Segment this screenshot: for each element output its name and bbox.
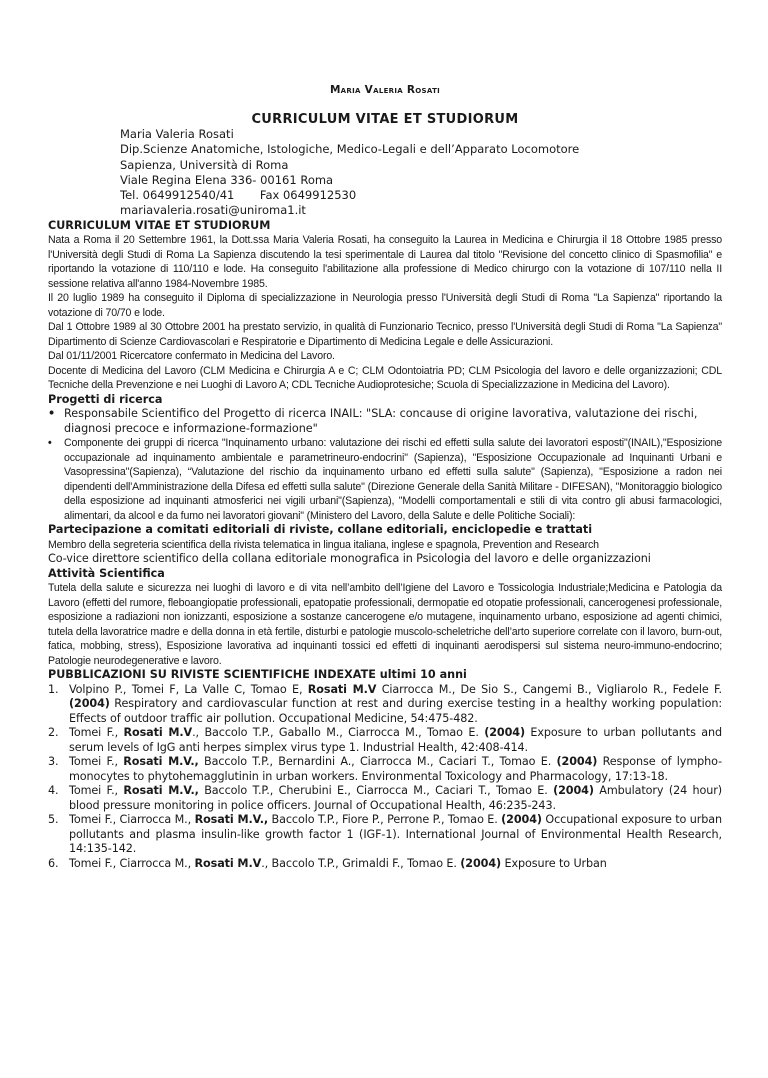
- publication-author-highlight: Rosati M.V: [194, 856, 262, 870]
- contact-name: Maria Valeria Rosati: [120, 127, 234, 141]
- document-title: CURRICULUM VITAE ET STUDIORUM: [251, 112, 519, 127]
- publication-author-highlight: Rosati M.V: [307, 682, 377, 696]
- publication-number: 4.: [48, 784, 59, 798]
- activity-paragraph: Tutela della salute e sicurezza nei luoghi di lavoro e di vita nell’ambito dell’Igiene del Lavoro e Tossicologia Industriale;Medicina e Patologia da Lavoro (effetti del rumore, fleboangiopatie professionali, epatopatie professionali, dermopatie ed otopatie professionali, cancerogenesi professionale, esposizione a radiazioni non ionizzanti, esposizione a sostanze cancerogene e/o mutagene, inquinamento urbano, esposizione ad agenti chimici, tutela della lavoratrice madre e della donna in età fertile, disturbi e patologie muscolo-scheletriche dell’arto superiore correlate con il lavoro, burn-out, fatica, mobbing, stress), Esposizione lavorativa ad inquinanti tossici ed effetti di inquinanti aerodispersi sul sistema neuro-immuno-endocrino; Patologie neurodegenerative e lavoro.: [48, 582, 722, 667]
- research-item-text: Componente dei gruppi di ricerca "Inquinamento urbano: valutazione dei rischi ed effetti sulla salute dei lavoratori esposti"(INAIL),"Esposizione occupazionale ad inquinamento ambientale e parametrineuro-endocrini" (Sapienza), "Esposizione Occupazionale ad Inquinanti Urbani e Vasopressina"(Sapienza), “Valutazione del rischio da inquinamento urbano ed effetti sulla salute" (Sapienza), "Esposizione a radon nei dipendenti dell'Amministrazione della Difesa ed effetti sulla salute" (Direzione Generale della Sanità Militare - DIFESAN), "Monitoraggio biologico della esposizione ad inquinanti atmosferici nei vigili urbani"(Sapienza), "Modelli comportamentali e stili di vita contro gli abusi farmacologici, alimentari, da alcool e da fumo nei lavoratori giovani" (Ministero del Lavoro, della Salute e delle Politiche Sociali):: [64, 437, 722, 522]
- cv-paragraph-researcher: Dal 01/11/2001 Ricercatore confermato in Medicina del Lavoro.: [48, 350, 335, 363]
- publication-number: 3.: [48, 755, 59, 769]
- publications-list: [48, 683, 722, 872]
- contact-department: Dip.Scienze Anatomiche, Istologiche, Medico-Legali e dell’Apparato Locomotore: [120, 142, 580, 157]
- cv-paragraph-employment: Dal 1 Ottobre 1989 al 30 Ottobre 2001 ha prestato servizio, in qualità di Funzionario Tecnico, presso l'Università degli Studi di Roma "La Sapienza" Dipartimento di Scienze Cardiovascolari e Respiratorie e Dipartimento di Medicina Legale e delle Assicurazioni.: [48, 321, 722, 348]
- bullet-icon: •: [48, 437, 52, 450]
- publication-year: (2004): [484, 726, 525, 740]
- publication-citation: Ambulatory (24 hour) blood pressure monitoring in police officers. Journal of Occupational Health, 46:235-243.: [69, 784, 722, 812]
- publication-citation: Exposure to urban pollutants and serum levels of IgG anti herpes simplex virus type 1. Industrial Health, 42:408-414.: [69, 726, 722, 754]
- contact-block: [120, 127, 722, 219]
- publication-year: (2004): [556, 755, 598, 769]
- publication-citation: Respiratory and cardiovascular function at rest and during exercise testing in a healthy working population: Effects of outdoor traffic air pollution. Occupational Medicine, 54:475-482.: [69, 697, 722, 725]
- document-page: [0, 84, 768, 1078]
- publication-citation: Response of lympho-monocytes to phytohemagglutinin in urban workers. Environmental Toxicology and Pharmacology, 17:13-18.: [69, 755, 723, 783]
- publication-authors-cont: Ciarrocca M., De Sio S., Cangemi B., Vigliarolo R., Fedele F.: [376, 682, 723, 696]
- list-item: [48, 755, 722, 784]
- publication-authors-cont: Baccolo T.P., Bernardini A., Ciarrocca M., Caciari T., Tomao E.: [198, 755, 557, 769]
- editorial-line-1: Membro della segreteria scientifica della rivista telematica in lingua italiana, inglese e spagnola, Prevention and Research: [48, 538, 599, 551]
- publication-authors: Volpino P., Tomei F, La Valle C, Tomao E,: [69, 682, 308, 696]
- contact-university: Sapienza, Università di Roma: [120, 157, 289, 172]
- list-item: [48, 813, 722, 857]
- publication-number: 2.: [48, 726, 59, 740]
- research-heading: Progetti di ricerca: [48, 392, 163, 406]
- publication-author-highlight: Rosati M.V.,: [123, 784, 199, 798]
- publication-author-highlight: Rosati M.V.,: [123, 755, 199, 769]
- publication-citation: Exposure to Urban: [501, 856, 607, 870]
- research-item-text: Responsabile Scientifico del Progetto di ricerca INAIL: "SLA: concause di origine lavorativa, valutazione dei rischi, diagnosi precoce e informazione-formazione": [64, 407, 698, 435]
- publication-year: (2004): [553, 784, 594, 798]
- publication-number: 5.: [48, 813, 59, 827]
- publication-authors: Tomei F., Ciarrocca M.,: [69, 856, 195, 870]
- cv-section-heading: CURRICULUM VITAE ET STUDIORUM: [48, 218, 271, 232]
- editorial-heading: Partecipazione a comitati editoriali di riviste, collane editoriali, enciclopedie e trattati: [48, 523, 593, 537]
- activity-heading: Attività Scientifica: [48, 566, 165, 580]
- list-item: [48, 726, 722, 755]
- list-item: [48, 784, 722, 813]
- publication-number: 1.: [48, 682, 59, 696]
- publication-year: (2004): [501, 813, 542, 827]
- publication-citation: Occupational exposure to urban pollutants and plasma insulin-like growth factor 1 (IGF-1). International Journal of Environmental Health Research, 14:135-142.: [69, 813, 722, 856]
- publication-authors: Tomei F.,: [69, 755, 124, 769]
- cv-paragraph-education: Nata a Roma il 20 Settembre 1961, la Dott.ssa Maria Valeria Rosati, ha conseguito la Laurea in Medicina e Chirurgia il 18 Ottobre 1985 presso l'Università degli Studi di Roma La Sapienza discutendo la tesi sperimentale di Laurea dal titolo "Revisione del concetto clinico di Spasmofilia" e riportando la votazione di 110/110 e lode. Ha conseguito l'abilitazione alla professione di Medico chirurgo con la votazione di 107/110 nella II sessione relativa all'anno 1984-Novembre 1985.: [48, 234, 722, 290]
- contact-email: mariavaleria.rosati@uniroma1.it: [120, 203, 306, 218]
- cv-paragraph-specialization: Il 20 luglio 1989 ha conseguito il Diploma di specializzazione in Neurologia presso l'Università degli Studi di Roma "La Sapienza" riportando la votazione di 70/70 e lode.: [48, 292, 722, 319]
- publication-authors-cont: ., Baccolo T.P., Grimaldi F., Tomao E.: [261, 856, 461, 870]
- cv-paragraph-teaching: Docente di Medicina del Lavoro (CLM Medicina e Chirurgia A e C; CLM Odontoiatria PD; CLM Psicologia del lavoro e delle organizzazioni; CDL Tecniche della Prevenzione e nei Luoghi di Lavoro A; CDL Tecniche Audioprotesiche; Scuola di Specializzazione in Medicina del Lavoro).: [48, 364, 722, 392]
- list-item: [48, 407, 722, 436]
- list-item: [48, 436, 722, 523]
- publications-heading: PUBBLICAZIONI SU RIVISTE SCIENTIFICHE INDEXATE ultimi 10 anni: [48, 668, 467, 682]
- publication-number: 6.: [48, 856, 59, 870]
- list-item: [48, 857, 722, 872]
- publication-authors: Tomei F., Ciarrocca M.,: [69, 813, 195, 827]
- bullet-icon: •: [48, 407, 56, 421]
- publication-authors: Tomei F.,: [69, 784, 124, 798]
- publication-year: (2004): [69, 697, 110, 711]
- contact-address: Viale Regina Elena 336- 00161 Roma: [120, 172, 334, 187]
- author-heading: Maria Valeria Rosati: [329, 84, 441, 96]
- publication-author-highlight: Rosati M.V.,: [194, 813, 269, 827]
- publication-authors-cont: ., Baccolo T.P., Gaballo M., Ciarrocca M., Tomao E.: [192, 726, 485, 740]
- publication-authors: Tomei F.,: [69, 726, 124, 740]
- contact-phone: Tel. 0649912540/41 Fax 0649912530: [120, 188, 357, 203]
- publication-year: (2004): [460, 856, 502, 870]
- list-item: [48, 683, 722, 727]
- publication-authors-cont: Baccolo T.P., Fiore P., Perrone P., Tomao E.: [268, 813, 502, 827]
- research-list: [48, 407, 722, 523]
- publication-author-highlight: Rosati M.V: [123, 726, 193, 740]
- publication-authors-cont: Baccolo T.P., Cherubini E., Ciarrocca M., Caciari T., Tomao E.: [198, 784, 554, 798]
- editorial-line-2: Co-vice direttore scientifico della collana editoriale monografica in Psicologia del lavoro e delle organizzazioni: [48, 552, 651, 566]
